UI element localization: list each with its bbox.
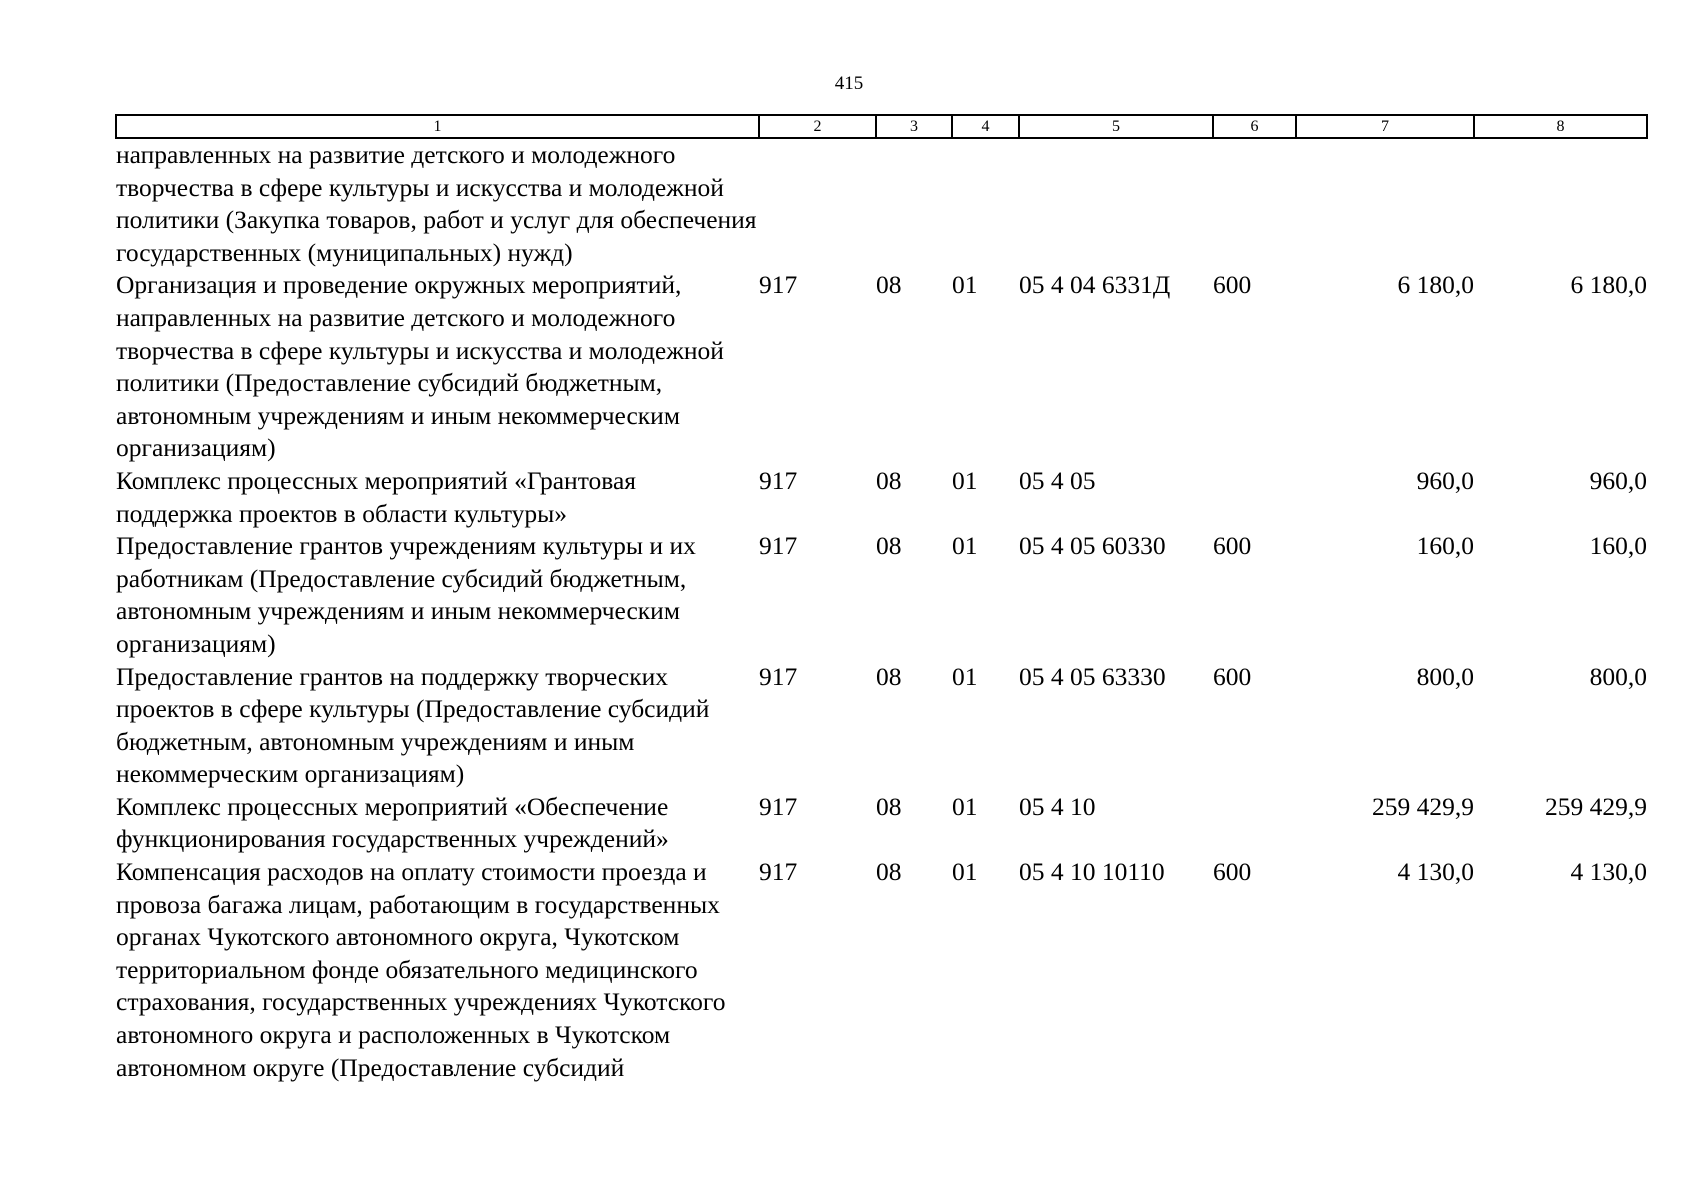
row-target-code: [1019, 138, 1213, 269]
row-section-code: 08: [876, 270, 902, 300]
row-ministry-code: 917: [759, 857, 798, 887]
header-cell-6: 6: [1213, 115, 1296, 138]
row-description: Предоставление грантов учреждениям культуры и их работникам (Предоставление субсидий бюджетным, автономным учреждениям и иным некоммерческим организациям): [116, 531, 696, 658]
header-cell-1: 1: [116, 115, 759, 138]
table-row: [116, 138, 1647, 269]
header-cell-7: 7: [1296, 115, 1474, 138]
table-row: [116, 530, 1647, 660]
row-amount-2: 960,0: [1589, 465, 1647, 495]
row-subsection-code: 01: [952, 857, 978, 887]
row-target-code: 05 4 10: [1019, 791, 1096, 821]
row-amount-1: [1296, 138, 1474, 269]
row-section-code: 08: [876, 791, 902, 821]
row-description: направленных на развитие детского и молодежного творчества в сфере культуры и искусства и молодежной политики (Закупка товаров, работ и услуг для обеспечения государственных (муниципальных) нужд): [116, 140, 757, 267]
row-expense-type: [1213, 138, 1296, 269]
row-subsection-code: 01: [952, 531, 978, 561]
row-section-code: [876, 138, 952, 269]
row-ministry-code: [759, 138, 876, 269]
row-subsection-code: 01: [952, 791, 978, 821]
row-subsection-code: 01: [952, 465, 978, 495]
table-row: [116, 856, 1647, 1084]
row-section-code: 08: [876, 857, 902, 887]
table-row: [116, 465, 1647, 530]
row-expense-type: [1213, 465, 1296, 530]
row-amount-2: 4 130,0: [1570, 857, 1647, 887]
row-description: Комплекс процессных мероприятий «Обеспечение функционирования государственных учреждений»: [116, 791, 669, 854]
row-section-code: 08: [876, 531, 902, 561]
row-subsection-code: 01: [952, 270, 978, 300]
row-expense-type: 600: [1213, 857, 1252, 887]
row-amount-2: [1474, 138, 1647, 269]
row-description: Предоставление грантов на поддержку творческих проектов в сфере культуры (Предоставление субсидий бюджетным, автономным учреждениям и иным некоммерческим организациям): [116, 661, 710, 789]
header-cell-3: 3: [876, 115, 952, 138]
row-amount-1: 960,0: [1416, 465, 1474, 495]
row-amount-1: 800,0: [1416, 661, 1474, 691]
row-description: Компенсация расходов на оплату стоимости проезда и провоза багажа лицам, работающим в государственных органах Чукотского автономного округа, Чукотском территориальном фонде обязательного медицинского страхования, государственных учреждениях Чукотского автономного округа и расположенных в Чукотском автономном округе (Предоставление субсидий: [116, 857, 726, 1082]
row-amount-1: 6 180,0: [1397, 270, 1474, 300]
row-section-code: 08: [876, 661, 902, 691]
table-row: [116, 269, 1647, 465]
row-subsection-code: [952, 138, 1019, 269]
row-description: Комплекс процессных мероприятий «Грантовая поддержка проектов в области культуры»: [116, 465, 637, 528]
table-row: [116, 661, 1647, 791]
row-subsection-code: 01: [952, 661, 978, 691]
row-ministry-code: 917: [759, 791, 798, 821]
page-number: 415: [834, 73, 864, 94]
row-amount-1: 259 429,9: [1372, 791, 1474, 821]
row-amount-2: 6 180,0: [1570, 270, 1647, 300]
row-ministry-code: 917: [759, 465, 798, 495]
row-amount-2: 800,0: [1589, 661, 1647, 691]
header-cell-5: 5: [1019, 115, 1213, 138]
header-cell-8: 8: [1474, 115, 1647, 138]
row-amount-2: 160,0: [1589, 531, 1647, 561]
row-expense-type: 600: [1213, 270, 1252, 300]
row-amount-1: 160,0: [1416, 531, 1474, 561]
row-target-code: 05 4 04 6331Д: [1019, 270, 1171, 300]
row-expense-type: 600: [1213, 531, 1252, 561]
row-ministry-code: 917: [759, 531, 798, 561]
row-target-code: 05 4 05 63330: [1019, 661, 1166, 691]
row-amount-1: 4 130,0: [1397, 857, 1474, 887]
row-ministry-code: 917: [759, 270, 798, 300]
row-expense-type: 600: [1213, 661, 1252, 691]
row-expense-type: [1213, 791, 1296, 856]
header-row: [116, 115, 1647, 138]
row-section-code: 08: [876, 465, 902, 495]
header-cell-2: 2: [759, 115, 876, 138]
header-cell-4: 4: [952, 115, 1019, 138]
row-amount-2: 259 429,9: [1545, 791, 1647, 821]
row-target-code: 05 4 05 60330: [1019, 531, 1166, 561]
row-target-code: 05 4 10 10110: [1019, 857, 1165, 887]
table-row: [116, 791, 1647, 856]
row-description: Организация и проведение окружных мероприятий, направленных на развитие детского и молодежного творчества в сфере культуры и искусства и молодежной политики (Предоставление субсидий бюджетным, автономным учреждениям и иным некоммерческим организациям): [116, 270, 724, 463]
row-ministry-code: 917: [759, 661, 798, 691]
budget-table: [115, 114, 1648, 1084]
row-target-code: 05 4 05: [1019, 465, 1096, 495]
